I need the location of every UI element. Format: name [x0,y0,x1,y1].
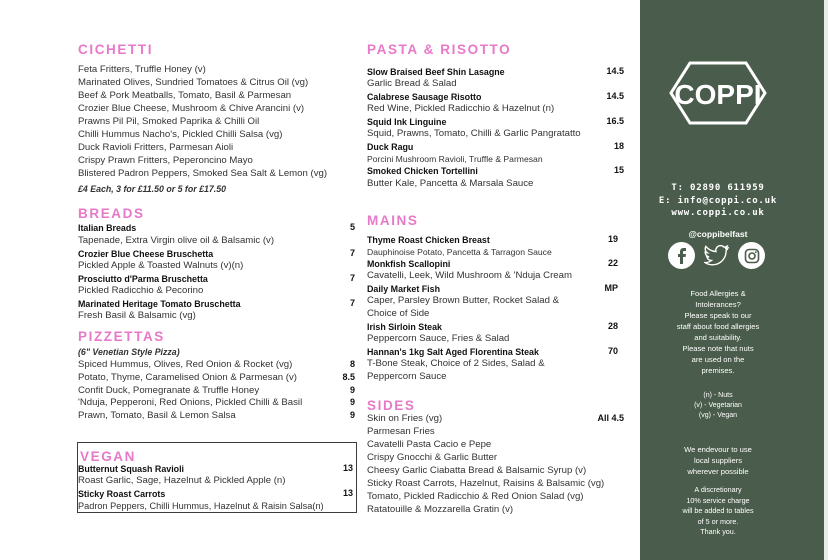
bread-price: 7 [349,298,355,308]
allergy-line: staff about food allergies [676,322,760,331]
cichetti-item: Marinated Olives, Sundried Tomatoes & Citrus Oil (vg) [78,77,309,88]
cichetti-item: Prawns Pil Pil, Smoked Paprika & Chilli Oil [78,116,260,127]
pasta-name: Calabrese Sausage Risotto [367,92,482,102]
allergy-line: premises. [701,366,735,375]
vegan-title: VEGAN [80,449,137,464]
allergy-line: Please note that nuts [682,344,754,353]
pasta-title: PASTA & RISOTTO [367,42,512,57]
local-line: local suppliers [693,456,743,465]
allergy-line: are used on the [691,355,745,364]
bread-price: 7 [349,273,355,283]
main-price: MP [604,283,618,293]
pasta-desc: Garlic Bread & Salad [367,78,457,89]
main-price: 28 [607,321,618,331]
sidebar [640,0,828,560]
bread-name: Italian Breads [78,223,137,233]
pizzetta-desc: Confit Duck, Pomegranate & Truffle Honey [78,385,260,396]
vegan-desc: Padron Peppers, Chilli Hummus, Hazelnut & Raisin Salsa(n) [78,501,324,511]
pizzetta-desc: Potato, Thyme, Caramelised Onion & Parmesan (v) [78,372,297,383]
pizzetta-desc: Prawn, Tomato, Basil & Lemon Salsa [78,410,236,421]
bread-name: Crozier Blue Cheese Bruschetta [78,249,214,259]
service-line: will be added to tables [682,506,754,515]
vegan-name: Sticky Roast Carrots [78,489,166,499]
pasta-desc: Porcini Mushroom Ravioli, Truffle & Parmesan [367,154,543,164]
key-line: (vg) - Vegan [698,412,738,419]
social-icons [668,242,765,269]
sides-price: All 4.5 [597,413,624,423]
service-line: of 5 or more. [697,516,739,526]
pizzetta-price: 9 [349,410,355,420]
cichetti-item: Crozier Blue Cheese, Mushroom & Chive Arancini (v) [78,103,305,114]
vegan-price: 13 [342,488,353,498]
pasta-desc: Butter Kale, Pancetta & Marsala Sauce [367,178,534,189]
bread-price: 7 [349,248,355,258]
social-handle: @coppibelfast [688,229,748,239]
side-item: Sticky Roast Carrots, Hazelnut, Raisins & Balsamic (vg) [367,478,605,489]
pasta-price: 15 [613,165,624,175]
pizzettas-subtitle: (6" Venetian Style Pizza) [78,347,180,357]
pizzetta-desc: Spiced Hummus, Olives, Red Onion & Rocket (vg) [78,359,293,370]
pizzetta-price: 8 [349,359,355,369]
pizzetta-price: 8.5 [342,372,355,382]
bread-desc: Fresh Basil & Balsamic (vg) [78,310,196,321]
allergy-notice [624,288,812,376]
main-desc: Cavatelli, Leek, Wild Mushroom & 'Nduja Cream [367,270,572,281]
pasta-name: Squid Ink Linguine [367,117,447,127]
main-price: 19 [607,234,618,244]
cichetti-title: CICHETTI [78,42,154,57]
pasta-name: Duck Ragu [367,142,414,152]
main-name: Thyme Roast Chicken Breast [367,235,490,245]
pasta-desc: Red Wine, Pickled Radicchio & Hazelnut (n) [367,103,555,114]
allergy-line: Please speak to our [684,311,752,320]
main-name: Hannan's 1kg Salt Aged Florentina Steak [367,347,539,357]
side-item: Tomato, Pickled Radicchio & Red Onion Salad (vg) [367,491,584,502]
pasta-desc: Squid, Prawns, Tomato, Chilli & Garlic Pangratatto [367,128,581,139]
service-charge-note [624,485,812,538]
bread-desc: Pickled Apple & Toasted Walnuts (v)(n) [78,260,244,271]
side-item: Crispy Gnocchi & Garlic Butter [367,452,498,463]
local-line: We endevour to use [684,445,752,454]
pizzetta-desc: 'Nduja, Pepperoni, Red Onions, Pickled Chilli & Basil [78,397,303,408]
main-name: Monkfish Scallopini [367,259,451,269]
side-item: Ratatouille & Mozzarella Gratin (v) [367,504,514,515]
allergy-line: and suitability. [694,333,742,342]
vegan-price: 13 [342,463,353,473]
pasta-name: Slow Braised Beef Shin Lasagne [367,67,505,77]
cichetti-item: Crispy Prawn Fritters, Peperoncino Mayo [78,155,253,166]
page-edge [824,0,828,560]
facebook-icon[interactable] [668,242,695,269]
pasta-price: 14.5 [606,66,624,76]
main-desc-2: Peppercorn Sauce [367,371,447,382]
website[interactable]: www.coppi.co.uk [671,208,765,218]
side-item: Cheesy Garlic Ciabatta Bread & Balsamic Syrup (v) [367,465,587,476]
pizzettas-title: PIZZETTAS [78,329,165,344]
main-desc: Peppercorn Sauce, Fries & Salad [367,333,510,344]
cichetti-item: Beef & Pork Meatballs, Tomato, Basil & Parmesan [78,90,292,101]
local-suppliers-note [624,444,812,477]
service-line: 10% service charge [686,495,750,505]
main-desc: T-Bone Steak, Choice of 2 Sides, Salad & [367,358,545,369]
main-price: 70 [607,346,618,356]
logo [668,60,768,126]
bread-name: Prosciutto d'Parma Bruschetta [78,274,208,284]
cichetti-item: Chilli Hummus Nacho's, Pickled Chilli Salsa (vg) [78,129,283,140]
pasta-price: 14.5 [606,91,624,101]
bread-desc: Pickled Radicchio & Pecorino [78,285,204,296]
sides-title: SIDES [367,398,416,413]
side-item: Parmesan Fries [367,426,435,437]
side-item: Cavatelli Pasta Cacio e Pepe [367,439,492,450]
allergy-line: Intolerances? [695,300,741,309]
main-desc-2: Choice of Side [367,308,430,319]
key-line: (v) - Vegetarian [694,402,742,409]
pasta-price: 16.5 [606,116,624,126]
main-price: 22 [607,258,618,268]
pasta-name: Smoked Chicken Tortellini [367,166,478,176]
service-line: A discretionary [694,485,742,494]
twitter-icon[interactable] [703,242,730,269]
vegan-desc: Roast Garlic, Sage, Hazelnut & Pickled Apple (n) [78,475,286,486]
bread-price: 5 [349,222,355,232]
pizzetta-price: 9 [349,385,355,395]
bread-name: Marinated Heritage Tomato Bruschetta [78,299,241,309]
key-line: (n) - Nuts [703,392,733,399]
cichetti-offer: £4 Each, 3 for £11.50 or 5 for £17.50 [78,184,227,194]
diet-key [624,391,812,421]
service-line: Thank you. [700,527,736,536]
email[interactable]: E: info@coppi.co.uk [658,196,778,206]
cichetti-item: Blistered Padron Peppers, Smoked Sea Salt & Lemon (vg) [78,168,328,179]
main-name: Daily Market Fish [367,284,440,294]
side-item: Skin on Fries (vg) [367,413,443,424]
cichetti-item: Duck Ravioli Fritters, Parmesan Aioli [78,142,234,153]
allergy-line: Food Allergies & [690,289,746,298]
pasta-price: 18 [613,141,624,151]
vegan-name: Butternut Squash Ravioli [78,464,185,474]
cichetti-item: Feta Fritters, Truffle Honey (v) [78,64,206,75]
logo-text: COPPI [674,79,762,110]
phone: T: 02890 611959 [671,183,765,193]
local-line: wherever possible [687,467,749,476]
mains-title: MAINS [367,213,419,228]
pizzetta-price: 9 [349,397,355,407]
main-desc: Caper, Parsley Brown Butter, Rocket Salad & [367,295,559,306]
bread-desc: Tapenade, Extra Virgin olive oil & Balsamic (v) [78,235,275,246]
main-desc: Dauphinoise Potato, Pancetta & Tarragon Sauce [367,247,552,257]
main-name: Irish Sirloin Steak [367,322,442,332]
instagram-icon[interactable] [738,242,765,269]
breads-title: BREADS [78,206,145,221]
